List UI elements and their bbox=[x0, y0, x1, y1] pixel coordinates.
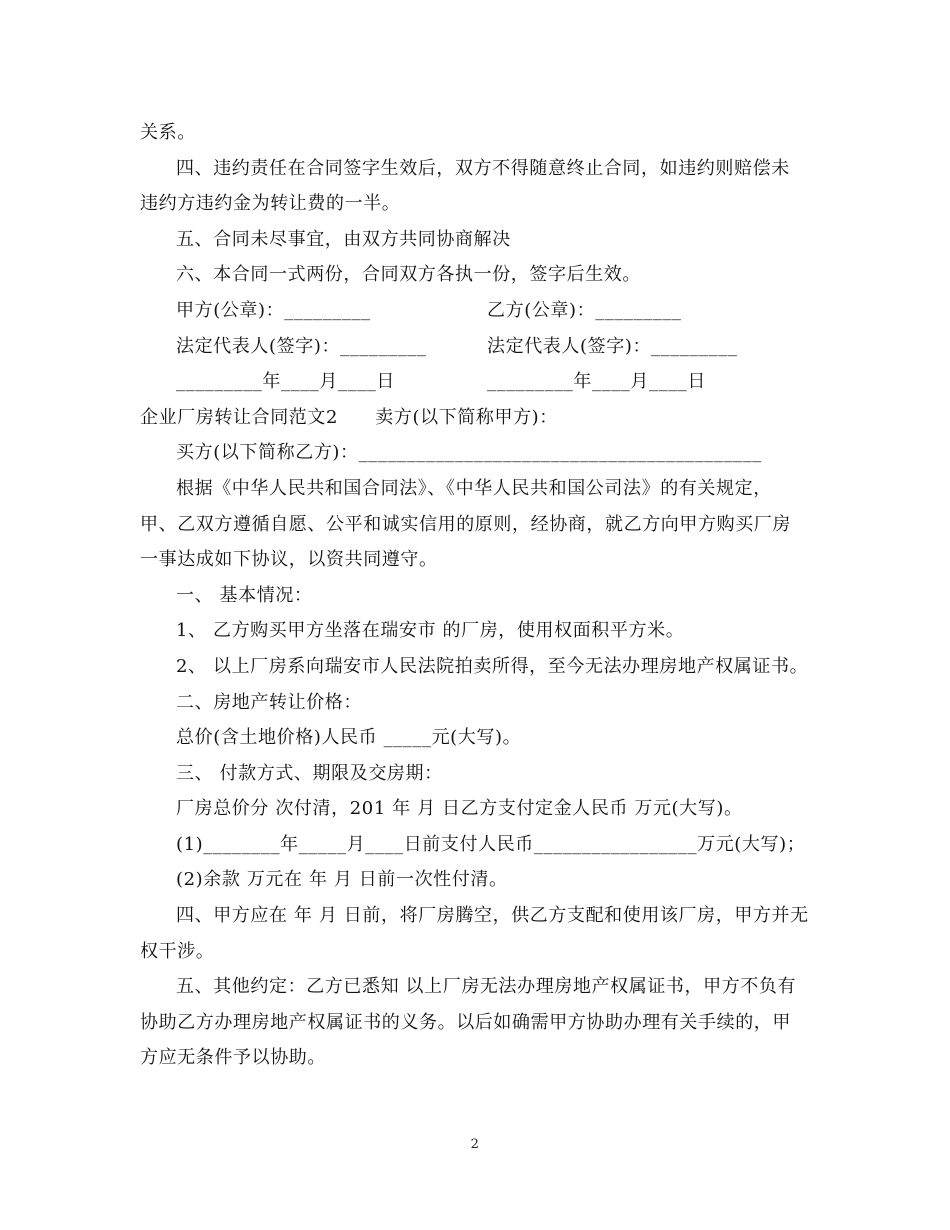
party-a-representative: 法定代表人(签字)：_________ bbox=[176, 335, 427, 357]
paragraph-line: 一事达成如下协议，以资共同遵守。 bbox=[140, 549, 438, 571]
paragraph-line: 三、 付款方式、期限及交房期： bbox=[176, 762, 443, 784]
paragraph-line: 关系。 bbox=[140, 122, 196, 143]
party-b-representative: 法定代表人(签字)：_________ bbox=[487, 335, 738, 357]
paragraph-line: 违约方违约金为转让费的一半。 bbox=[140, 193, 401, 215]
signature-row-date bbox=[140, 364, 810, 400]
paragraph-line: 五、合同未尽事宜，由双方共同协商解决 bbox=[176, 228, 511, 250]
paragraph-line: 四、甲方应在 年 月 日前，将厂房腾空，供乙方支配和使用该厂房，甲方并无 bbox=[176, 905, 809, 927]
party-a-date: _________年____月____日 bbox=[176, 371, 395, 393]
paragraph-line: 方应无条件予以协助。 bbox=[140, 1047, 326, 1069]
paragraph-line: 根据《中华人民共和国合同法》、《中华人民共和国公司法》的有关规定， bbox=[176, 477, 772, 499]
paragraph-line: 六、本合同一式两份，合同双方各执一份，签字后生效。 bbox=[176, 264, 641, 286]
party-b-date: _________年____月____日 bbox=[487, 371, 706, 393]
paragraph-line: 1、 乙方购买甲方坐落在瑞安市 的厂房，使用权面积平方米。 bbox=[176, 620, 685, 642]
paragraph-line: 甲、乙双方遵循自愿、公平和诚实信用的原则，经协商，就乙方向甲方购买厂房 bbox=[140, 513, 791, 535]
paragraph-line: 二、房地产转让价格： bbox=[176, 691, 362, 713]
paragraph-line: 总价(含土地价格)人民币 _____元(大写)。 bbox=[176, 727, 522, 749]
paragraph-line: 协助乙方办理房地产权属证书的义务。以后如确需甲方协助办理有关手续的，甲 bbox=[140, 1011, 791, 1033]
buyer-line: 买方(以下简称乙方)：__________________________________________ bbox=[176, 442, 762, 464]
page-number: 2 bbox=[470, 1137, 480, 1152]
paragraph-line: 厂房总价分 次付清，201 年 月 日乙方支付定金人民币 万元(大写)。 bbox=[176, 798, 743, 820]
paragraph-line: 权干涉。 bbox=[140, 940, 215, 962]
paragraph-line: 一、 基本情况： bbox=[176, 584, 313, 606]
paragraph-line: 2、 以上厂房系向瑞安市人民法院拍卖所得，至今无法办理房地产权属证书。 bbox=[176, 655, 809, 677]
section-heading: 企业厂房转让合同范文2 卖方(以下简称甲方)： bbox=[140, 406, 558, 428]
paragraph-line: 五、其他约定：乙方已悉知 以上厂房无法办理房地产权属证书，甲方不负有 bbox=[176, 976, 797, 998]
paragraph-line: (2)余款 万元在 年 月 日前一次性付清。 bbox=[176, 869, 508, 891]
paragraph-line: (1)________年_____月____日前支付人民币_________________万元(大写)； bbox=[176, 833, 806, 855]
party-b-seal: 乙方(公章)：_________ bbox=[487, 299, 682, 321]
signature-row-representative bbox=[140, 329, 810, 365]
party-a-seal: 甲方(公章)：_________ bbox=[176, 299, 371, 321]
paragraph-line: 四、违约责任在合同签字生效后，双方不得随意终止合同，如违约则赔偿未 bbox=[176, 157, 790, 179]
signature-row-seal bbox=[140, 293, 810, 329]
